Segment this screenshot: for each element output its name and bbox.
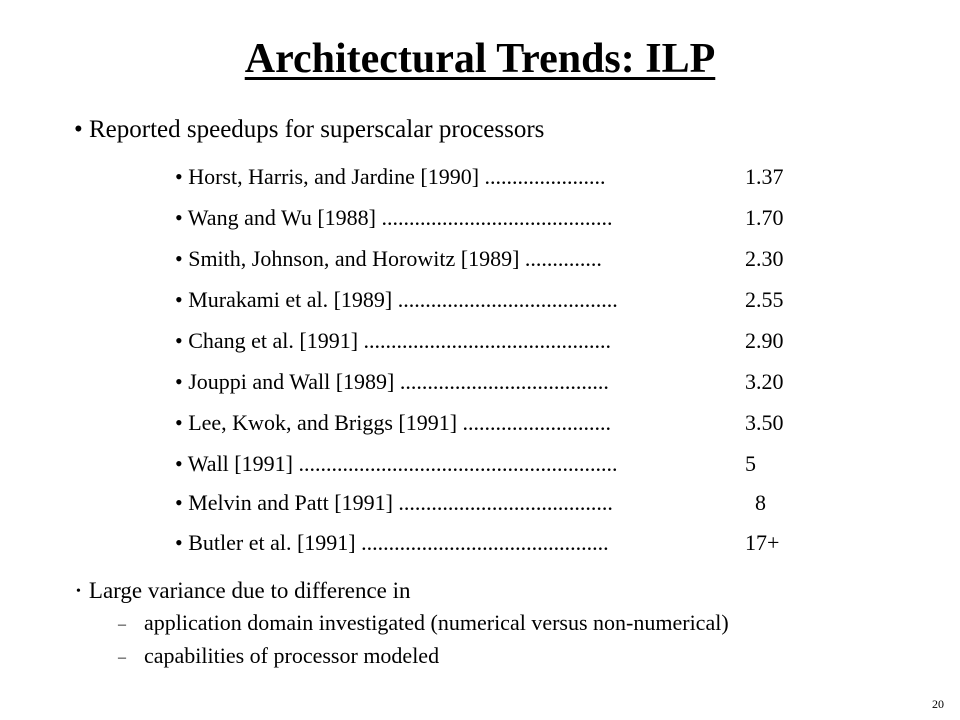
dash-icon: – [118, 649, 126, 666]
speedup-row [175, 447, 815, 481]
slide-title [0, 34, 960, 84]
speedup-row [175, 365, 815, 399]
speedup-label: • Lee, Kwok, and Briggs [1991] ........................... [175, 410, 612, 435]
speedup-value: 1.70 [745, 205, 784, 230]
speedup-row [175, 283, 815, 317]
speedup-label: • Butler et al. [1991] ............................................. [175, 530, 609, 555]
main-bullet: • Reported speedups for superscalar processors [74, 116, 545, 143]
speedup-value: 3.50 [745, 410, 784, 435]
speedup-label: • Horst, Harris, and Jardine [1990] ...................... [175, 164, 606, 189]
speedup-label: • Chang et al. [1991] ............................................. [175, 328, 612, 353]
speedup-row [175, 160, 815, 194]
speedup-value: 2.90 [745, 328, 784, 353]
speedup-value: 2.30 [745, 246, 784, 271]
sub-bullet-text: application domain investigated (numerical versus non-numerical) [144, 610, 729, 635]
speedup-row [175, 324, 815, 358]
speedup-value: 8 [755, 490, 766, 515]
speedup-label: • Smith, Johnson, and Horowitz [1989] .............. [175, 246, 602, 271]
speedup-row [175, 242, 815, 276]
bullet-icon: • [76, 584, 81, 599]
speedup-row [175, 406, 815, 440]
speedup-label: • Murakami et al. [1989] ........................................ [175, 287, 618, 312]
sub-bullet [118, 607, 729, 641]
sub-bullet-text: capabilities of processor modeled [144, 643, 440, 668]
speedup-value: 5 [745, 451, 756, 476]
speedup-row [175, 201, 815, 235]
sub-bullet [118, 640, 439, 674]
variance-bullet [76, 574, 411, 609]
speedup-value: 1.37 [745, 164, 784, 189]
speedup-label: • Jouppi and Wall [1989] ...................................... [175, 369, 609, 394]
page-number: 20 [932, 697, 944, 711]
speedup-value: 2.55 [745, 287, 784, 312]
speedup-label: • Melvin and Patt [1991] ....................................... [175, 490, 613, 515]
dash-icon: – [118, 616, 126, 633]
speedup-value: 3.20 [745, 369, 784, 394]
speedup-row [175, 526, 815, 560]
speedup-label: • Wall [1991] .......................................................... [175, 451, 618, 476]
slide-title-text: Architectural Trends: ILP [244, 36, 716, 82]
speedup-row [175, 486, 815, 520]
speedup-value: 17+ [745, 530, 780, 555]
speedup-label: • Wang and Wu [1988] .......................................... [175, 205, 613, 230]
variance-bullet-text: Large variance due to difference in [88, 578, 411, 603]
